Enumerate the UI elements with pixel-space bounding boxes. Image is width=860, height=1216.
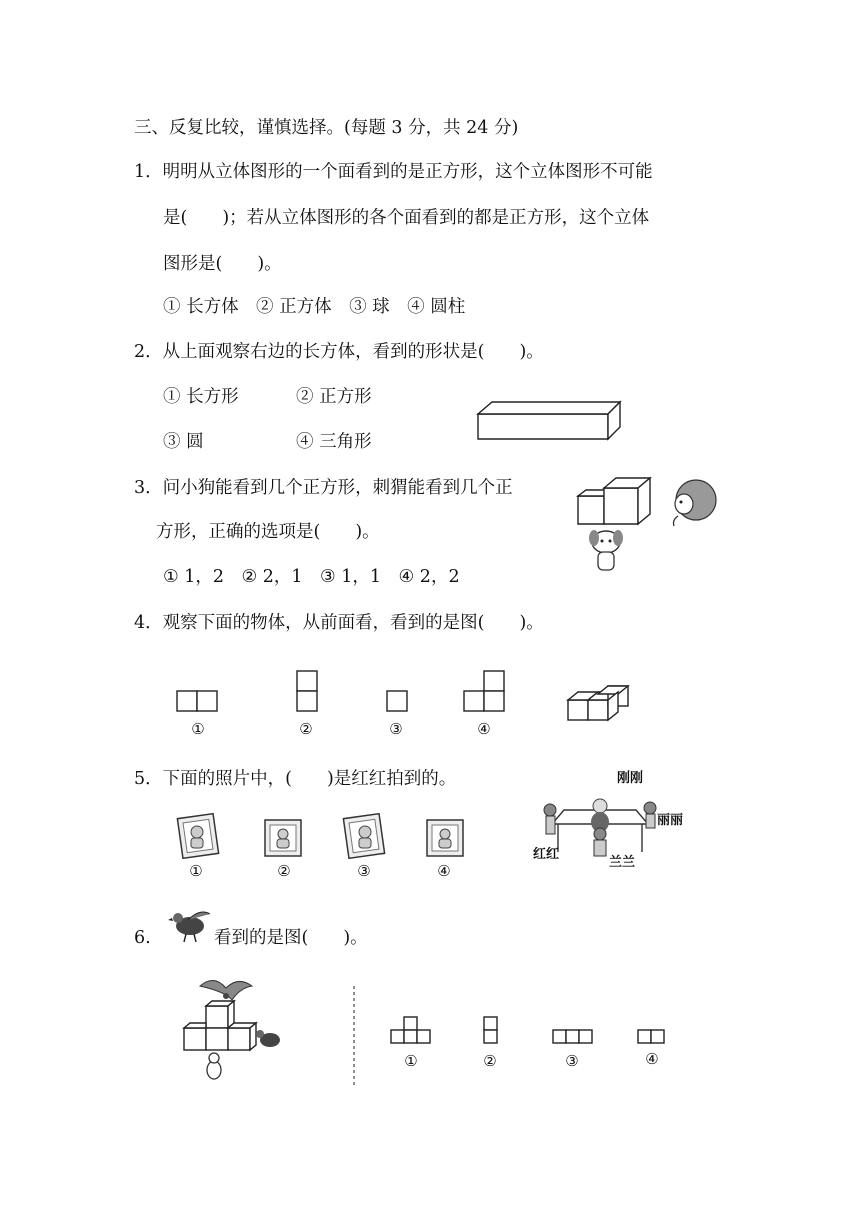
- q5-label-2: ②: [277, 862, 291, 880]
- q5-label-3: ③: [357, 862, 371, 880]
- q4-option1-figure: [176, 690, 220, 714]
- q5-photo-4: [425, 818, 465, 858]
- q4-line1: 4．观察下面的物体，从前面看，看到的是图( )。: [134, 613, 544, 633]
- hedgehog-icon: [674, 480, 717, 526]
- q1-line3: 图形是( )。: [163, 254, 282, 274]
- q6-option4-figure: [636, 1029, 668, 1047]
- q6-label-4: ④: [645, 1050, 659, 1068]
- section-title: 三、反复比较，谨慎选择。(每题 3 分，共 24 分): [134, 118, 519, 138]
- q6-label-2: ②: [483, 1052, 497, 1070]
- q6-number: 6.: [134, 928, 151, 948]
- q5-line1: 5．下面的照片中，( )是红红拍到的。: [134, 769, 457, 789]
- q6-option3-figure: [551, 1029, 595, 1047]
- q4-label-3: ③: [389, 720, 403, 738]
- side-pigeon-icon: [256, 1030, 280, 1047]
- q6-scene: [180, 974, 290, 1088]
- q6-label-1: ①: [404, 1052, 418, 1070]
- q2-option1: ① 长方形: [163, 387, 239, 407]
- q3-options: ① 1，2 ② 2，1 ③ 1，1 ④ 2，2: [163, 567, 460, 587]
- q3-line2: 方形，正确的选项是( )。: [156, 522, 380, 542]
- q6-option1-figure: [389, 1016, 433, 1046]
- q4-label-4: ④: [477, 720, 491, 738]
- q5-photo-2: [263, 818, 303, 858]
- q3-scene: [574, 470, 724, 580]
- q1-line2: 是( )；若从立体图形的各个面看到的都是正方形，这个立体: [163, 208, 650, 228]
- q2-option4: ④ 三角形: [296, 432, 372, 452]
- name-li: 丽丽: [657, 813, 684, 828]
- q5-photo-3: [342, 812, 386, 860]
- q4-option2-figure: [296, 670, 318, 714]
- q4-label-1: ①: [191, 720, 205, 738]
- q6-option2-figure: [482, 1016, 500, 1046]
- q5-label-1: ①: [189, 862, 203, 880]
- front-animal-icon: [207, 1053, 221, 1079]
- cuboid-figure: [476, 400, 622, 442]
- q2-option3: ③ 圆: [163, 432, 204, 452]
- name-gang: 刚刚: [617, 771, 644, 786]
- name-hong: 红红: [533, 847, 560, 862]
- q1-options: ① 长方体 ② 正方体 ③ 球 ④ 圆柱: [163, 297, 466, 317]
- q4-option3-figure: [386, 690, 408, 714]
- q6-text: 看到的是图( )。: [214, 928, 368, 948]
- pigeon-icon: [168, 904, 212, 944]
- q5-photo-1: [176, 812, 220, 860]
- dog-icon: [589, 530, 623, 570]
- q5-label-4: ④: [437, 862, 451, 880]
- name-lan: 兰兰: [609, 855, 636, 870]
- dashed-divider: [352, 986, 356, 1088]
- eagle-icon: [200, 980, 252, 1000]
- q4-object-figure: [566, 684, 634, 724]
- q6-label-3: ③: [565, 1052, 579, 1070]
- q3-line1: 3．问小狗能看到几个正方形，刺猬能看到几个正: [134, 478, 513, 498]
- q1-line1: 1．明明从立体图形的一个面看到的是正方形，这个立体图形不可能: [134, 162, 653, 182]
- q4-option4-figure: [463, 670, 507, 714]
- q2-option2: ② 正方形: [296, 387, 372, 407]
- q4-label-2: ②: [299, 720, 313, 738]
- q2-line1: 2．从上面观察右边的长方体，看到的形状是( )。: [134, 342, 544, 362]
